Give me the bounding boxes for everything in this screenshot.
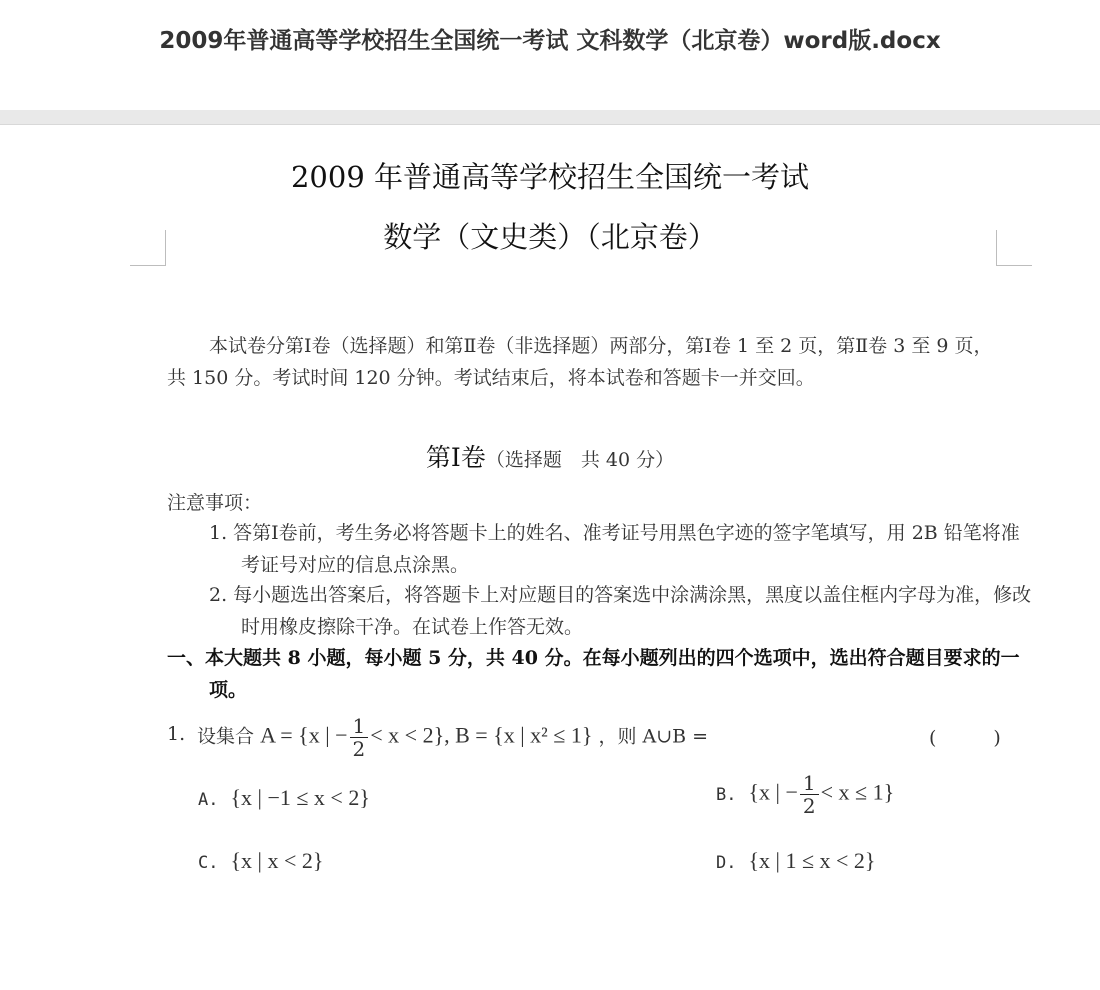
section-note: （选择题 共 40 分） [485, 449, 675, 471]
question-stem [197, 715, 708, 760]
fraction-denominator: 2 [352, 737, 366, 761]
option-value: {x | 1 ≤ x < 2} [748, 848, 876, 873]
set-expression: < x < 2}, B = {x | x² ≤ 1} [370, 722, 593, 748]
notice-item: 1. 答第Ⅰ卷前，考生务必将答题卡上的姓名、准考证号用黑色字迹的签字笔填写，用 2B 铅笔将准考证号对应的信息点涂黑。 [209, 522, 1020, 576]
fraction-numerator: 1 [800, 772, 819, 795]
page-separator [0, 110, 1100, 125]
option-label: B. [716, 784, 737, 805]
intro-paragraph: 本试卷分第Ⅰ卷（选择题）和第Ⅱ卷（非选择题）两部分，第Ⅰ卷 1 至 2 页，第Ⅱ卷 3 至 9 页，共 150 分。考试时间 120 分钟。考试结束后，将本试卷和答题卡一并交回。 [167, 335, 993, 389]
set-a-prefix: A = {x | − [260, 722, 348, 748]
answer-parentheses: ( ) [929, 727, 1001, 749]
section-heading [0, 438, 1100, 474]
notice-label: 注意事项： [167, 492, 263, 514]
option-a [198, 785, 370, 811]
question-tail: ，则 A∪B = [598, 725, 709, 748]
exam-sub-title: 数学（文史类）（北京卷） [383, 220, 717, 254]
fraction [350, 715, 369, 760]
fraction [800, 772, 819, 817]
fraction-numerator: 1 [350, 715, 369, 738]
part-heading: 一、本大题共 8 小题，每小题 5 分，共 40 分。在每小题列出的四个选项中，选出符合题目要求的一项。 [167, 647, 1020, 701]
option-label: C. [198, 853, 219, 873]
option-suffix: < x ≤ 1} [820, 779, 895, 805]
option-label: A. [198, 790, 219, 810]
stem-text: 设集合 [197, 725, 255, 748]
option-b [716, 772, 894, 817]
exam-main-title: 2009 年普通高等学校招生全国统一考试 [290, 160, 810, 194]
option-value: {x | x < 2} [230, 848, 324, 873]
option-value: {x | −1 ≤ x < 2} [230, 785, 370, 810]
document-header [0, 0, 1100, 110]
option-c [198, 848, 323, 874]
fraction-denominator: 2 [802, 794, 816, 818]
option-d [716, 848, 876, 874]
option-prefix: {x | − [748, 779, 798, 805]
question-1 [167, 715, 1007, 765]
question-number: 1. [167, 723, 186, 745]
section-title: 第Ⅰ卷 [425, 443, 486, 472]
document-filename-title: 2009年普通高等学校招生全国统一考试 文科数学（北京卷）word版.docx [159, 28, 941, 54]
option-label: D. [716, 853, 737, 873]
notice-item: 2. 每小题选出答案后，将答题卡上对应题目的答案选中涂满涂黑，黑度以盖住框内字母为准，修改时用橡皮擦除干净。在试卷上作答无效。 [209, 584, 1032, 638]
